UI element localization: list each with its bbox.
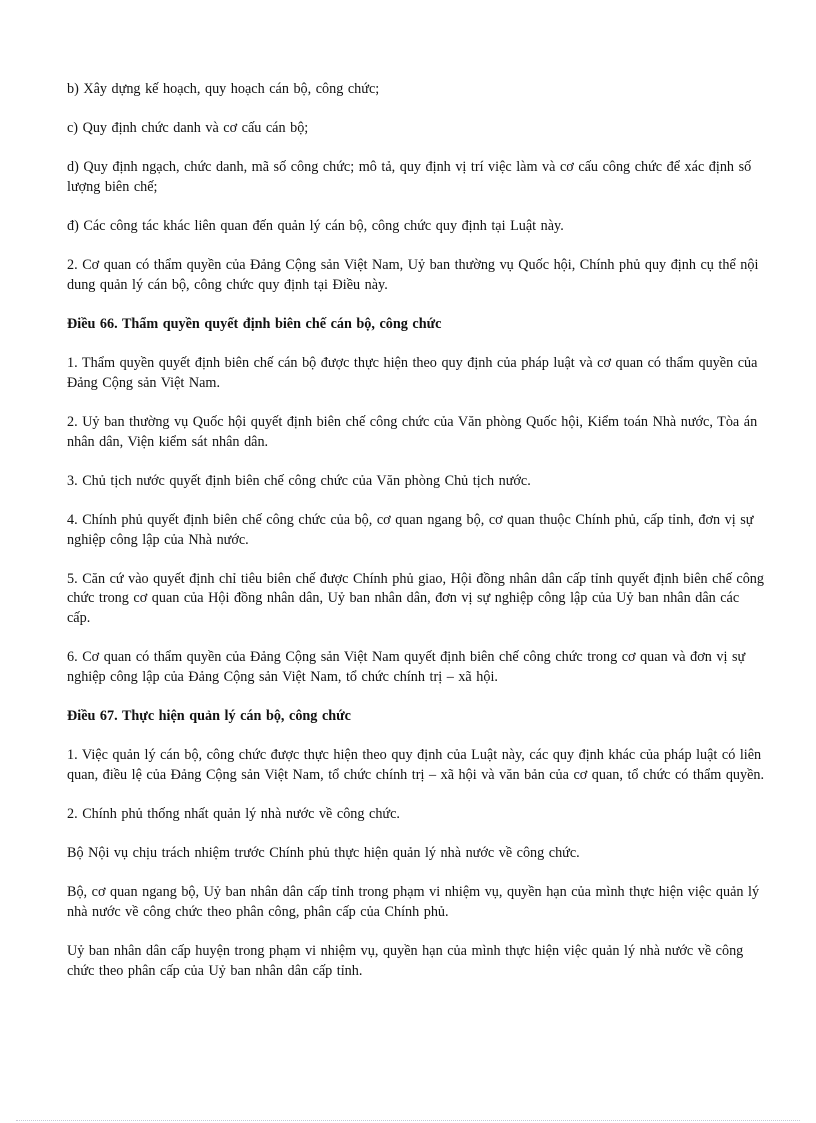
article-67-item-1: 1. Việc quản lý cán bộ, công chức được thực hiện theo quy định của Luật này, các quy định khác của pháp luật có liên quan, điều lệ của Đảng Cộng sản Việt Nam, tổ chức chính trị – xã hội và văn bản của cơ quan, tổ chức có thẩm quyền.: [67, 747, 765, 783]
article-66-item-2: 2. Uỷ ban thường vụ Quốc hội quyết định biên chế công chức của Văn phòng Quốc hội, Kiểm toán Nhà nước, Tòa án nhân dân, Viện kiểm sát nhân dân.: [67, 414, 758, 450]
page-bottom-divider: [16, 1120, 800, 1121]
article-66-item-5: 5. Căn cứ vào quyết định chỉ tiêu biên chế được Chính phủ giao, Hội đồng nhân dân cấp tỉnh quyết định biên chế công chức trong cơ quan của Hội đồng nhân dân, Uỷ ban nhân dân, đơn vị sự nghiệp công lập của Uỷ ban nhân dân các cấp.: [67, 570, 764, 627]
clause-c: c) Quy định chức danh và cơ cấu cán bộ;: [67, 120, 309, 137]
article-67-ministries-provinces: Bộ, cơ quan ngang bộ, Uỷ ban nhân dân cấp tỉnh trong phạm vi nhiệm vụ, quyền hạn của mình thực hiện việc quản lý nhà nước về công chức theo phân công, phân cấp của Chính phủ.: [67, 884, 760, 920]
article-67-district-committee: Uỷ ban nhân dân cấp huyện trong phạm vi nhiệm vụ, quyền hạn của mình thực hiện việc quản lý nhà nước về công chức theo phân cấp của Uỷ ban nhân dân cấp tỉnh.: [67, 943, 744, 979]
article-67-ministry-home-affairs: Bộ Nội vụ chịu trách nhiệm trước Chính phủ thực hiện quản lý nhà nước về công chức.: [67, 845, 580, 862]
document-page: [67, 80, 765, 1001]
clause-dd: đ) Các công tác khác liên quan đến quản lý cán bộ, công chức quy định tại Luật này.: [67, 218, 564, 235]
clause-d: d) Quy định ngạch, chức danh, mã số công chức; mô tả, quy định vị trí việc làm và cơ cấu công chức để xác định số lượng biên chế;: [67, 159, 752, 195]
article-66-item-1: 1. Thẩm quyền quyết định biên chế cán bộ được thực hiện theo quy định của pháp luật và cơ quan có thẩm quyền của Đảng Cộng sản Việt Nam.: [67, 355, 758, 391]
article-67-heading: Điều 67. Thực hiện quản lý cán bộ, công chức: [67, 708, 351, 724]
clause-b: b) Xây dựng kế hoạch, quy hoạch cán bộ, công chức;: [67, 81, 380, 97]
article-66-item-4: 4. Chính phủ quyết định biên chế công chức của bộ, cơ quan ngang bộ, cơ quan thuộc Chính phủ, cấp tỉnh, đơn vị sự nghiệp công lập của Nhà nước.: [67, 512, 754, 548]
article-66-heading: Điều 66. Thẩm quyền quyết định biên chế cán bộ, công chức: [67, 316, 442, 333]
article-67-item-2: 2. Chính phủ thống nhất quản lý nhà nước về công chức.: [67, 805, 400, 822]
article-65-item-2: 2. Cơ quan có thẩm quyền của Đảng Cộng sản Việt Nam, Uỷ ban thường vụ Quốc hội, Chính phủ quy định cụ thể nội dung quản lý cán bộ, công chức quy định tại Điều này.: [67, 257, 759, 293]
article-66-item-3: 3. Chủ tịch nước quyết định biên chế công chức của Văn phòng Chủ tịch nước.: [67, 472, 531, 489]
article-66-item-6: 6. Cơ quan có thẩm quyền của Đảng Cộng sản Việt Nam quyết định biên chế công chức trong cơ quan và đơn vị sự nghiệp công lập của Đảng Cộng sản Việt Nam, tổ chức chính trị – xã hội.: [67, 649, 746, 685]
